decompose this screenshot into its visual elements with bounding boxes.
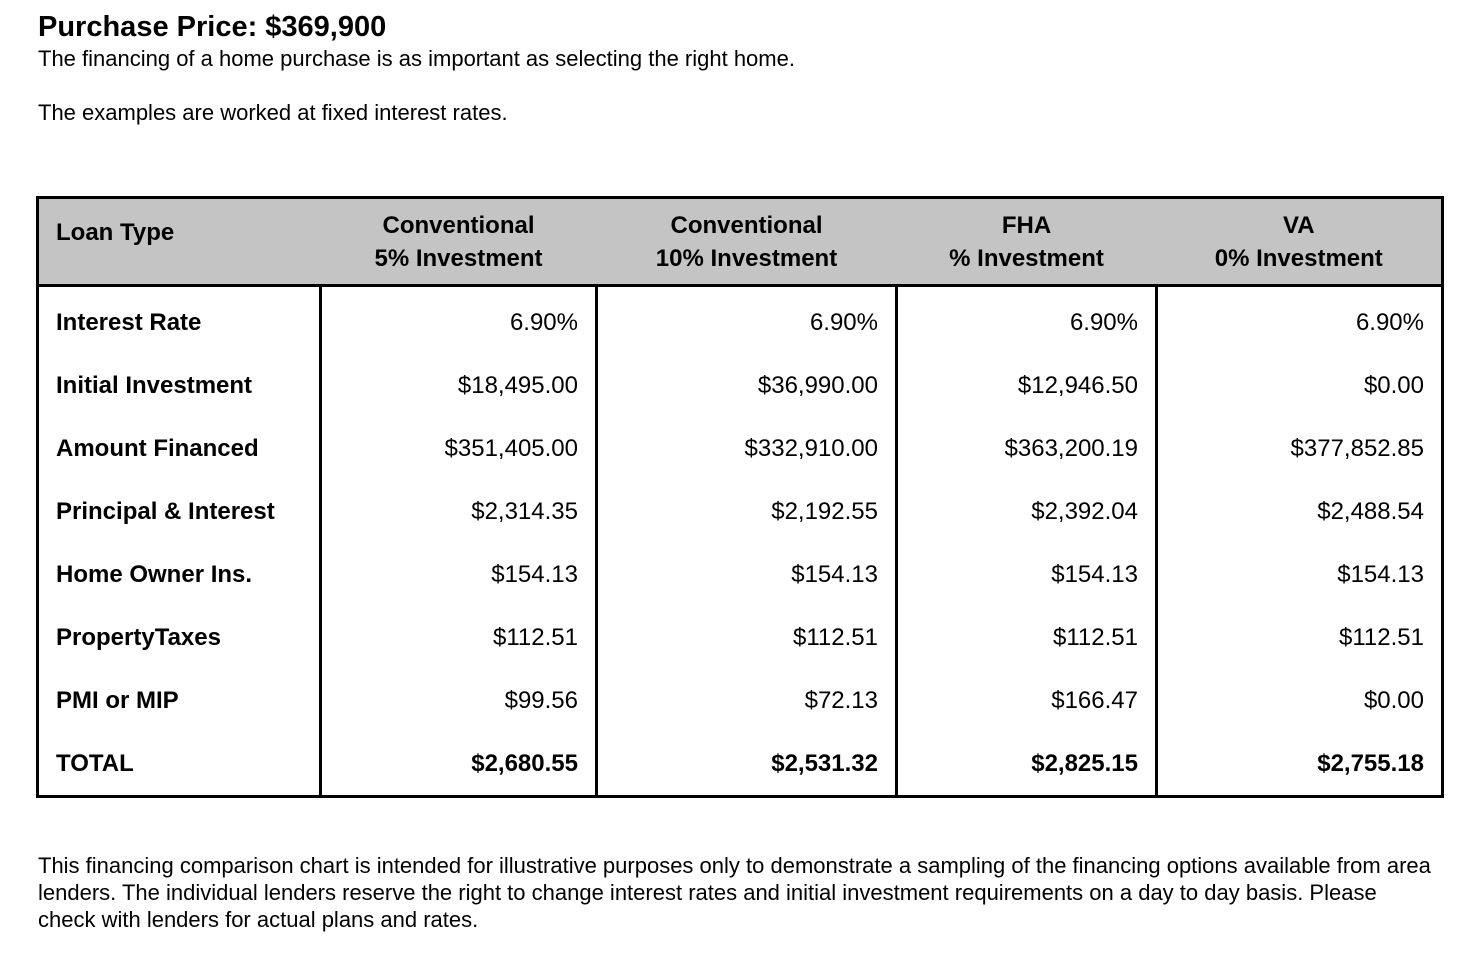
table-cell: $112.51	[1157, 606, 1443, 669]
table-cell: $2,488.54	[1157, 480, 1443, 543]
column-header-line2: % Investment	[949, 244, 1104, 272]
disclaimer-text: This financing comparison chart is intended for illustrative purposes only to demonstrate a sampling of the financing options available from area lenders. The individual lenders reserve the right to change interest rates and initial investment requirements on a day to day basis. Please check with lenders for actual plans and rates.	[38, 853, 1431, 932]
table-cell: $2,755.18	[1157, 732, 1443, 797]
table-cell: 6.90%	[321, 286, 597, 355]
table-cell: $2,392.04	[897, 480, 1157, 543]
intro-note: The examples are worked at fixed interest rates.	[38, 100, 508, 125]
table-row-total	[38, 732, 1443, 797]
table-cell: $2,825.15	[897, 732, 1157, 797]
table-cell: $0.00	[1157, 669, 1443, 732]
table-cell: $112.51	[897, 606, 1157, 669]
table-cell: $351,405.00	[321, 417, 597, 480]
table-row-property-taxes	[38, 606, 1443, 669]
financing-table	[36, 196, 1444, 798]
column-header-fha	[897, 198, 1157, 286]
table-cell: $2,192.55	[597, 480, 897, 543]
table-row-initial-investment	[38, 354, 1443, 417]
table-cell: $2,531.32	[597, 732, 897, 797]
table-header-row	[38, 198, 1443, 286]
column-header-line1: Conventional	[382, 211, 535, 239]
table-cell: 6.90%	[597, 286, 897, 355]
table-row-interest-rate	[38, 286, 1443, 355]
table-row-amount-financed	[38, 417, 1443, 480]
column-header-line1: FHA	[1001, 211, 1052, 239]
table-cell: $99.56	[321, 669, 597, 732]
table-cell: $166.47	[897, 669, 1157, 732]
table-cell: $332,910.00	[597, 417, 897, 480]
intro-text: The financing of a home purchase is as important as selecting the right home.	[38, 46, 795, 71]
row-label: TOTAL	[56, 749, 134, 777]
table-cell: $72.13	[597, 669, 897, 732]
column-header-line2: 0% Investment	[1214, 244, 1383, 272]
table-cell: $12,946.50	[897, 354, 1157, 417]
table-cell: $0.00	[1157, 354, 1443, 417]
table-cell: 6.90%	[897, 286, 1157, 355]
table-cell: $2,680.55	[321, 732, 597, 797]
table-cell: $112.51	[597, 606, 897, 669]
row-label: Amount Financed	[56, 434, 259, 462]
column-header-line2: 5% Investment	[374, 244, 543, 272]
row-label: Interest Rate	[56, 308, 202, 336]
table-cell: $2,314.35	[321, 480, 597, 543]
table-cell: $36,990.00	[597, 354, 897, 417]
table-cell: $154.13	[1157, 543, 1443, 606]
row-label: Home Owner Ins.	[56, 560, 253, 588]
page-title: Purchase Price: $369,900	[38, 11, 387, 43]
row-label: Initial Investment	[56, 371, 253, 399]
table-cell: $154.13	[597, 543, 897, 606]
column-header-conventional-10	[597, 198, 897, 286]
column-header-va	[1157, 198, 1443, 286]
table-row-principal-interest	[38, 480, 1443, 543]
table-cell: $377,852.85	[1157, 417, 1443, 480]
column-header-line1: Conventional	[670, 211, 823, 239]
table-cell: $18,495.00	[321, 354, 597, 417]
table-row-pmi-mip	[38, 669, 1443, 732]
column-header-conventional-5	[321, 198, 597, 286]
table-cell: $154.13	[321, 543, 597, 606]
table-row-home-owner-ins	[38, 543, 1443, 606]
table-cell: $112.51	[321, 606, 597, 669]
column-header-loan-type: Loan Type	[38, 198, 321, 286]
table-cell: $154.13	[897, 543, 1157, 606]
column-header-line2: 10% Investment	[655, 244, 838, 272]
column-header-line1: VA	[1282, 211, 1315, 239]
row-label: PropertyTaxes	[56, 623, 221, 651]
table-cell: 6.90%	[1157, 286, 1443, 355]
table-cell: $363,200.19	[897, 417, 1157, 480]
row-label: Principal & Interest	[56, 497, 275, 525]
row-label: PMI or MIP	[56, 686, 179, 714]
